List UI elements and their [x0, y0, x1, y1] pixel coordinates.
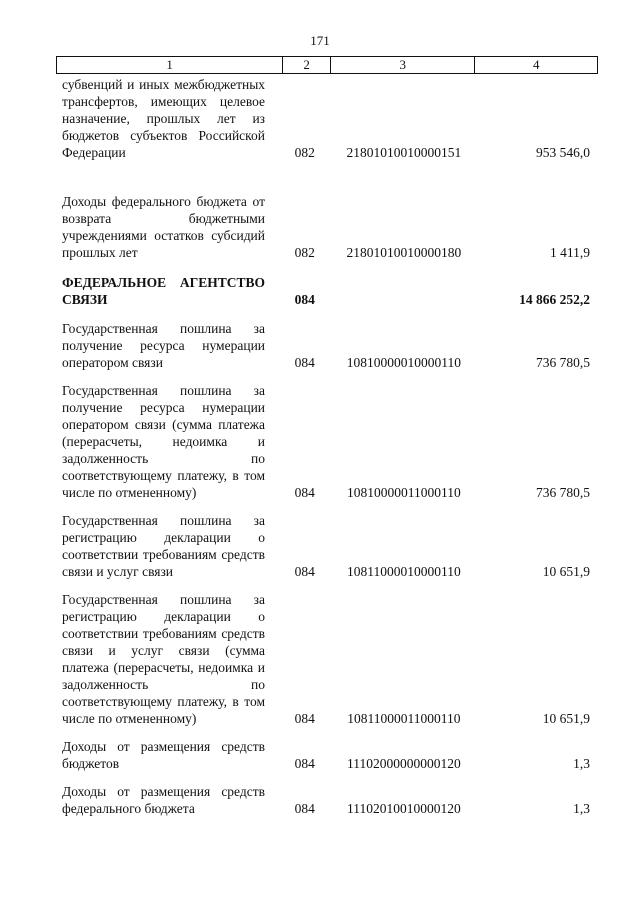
row-amount: 736 780,5	[536, 485, 590, 500]
row-amount: 1,3	[573, 801, 590, 816]
table-row	[56, 320, 598, 371]
row-amount: 10 651,9	[542, 564, 590, 579]
row-name: Доходы от размещения средств бюджетов	[62, 739, 266, 771]
table-row	[56, 382, 598, 501]
row-code: 082	[294, 145, 315, 160]
table-row	[56, 738, 598, 772]
row-code: 084	[294, 355, 315, 370]
row-amount: 1,3	[573, 756, 590, 771]
table-row-section	[56, 274, 598, 308]
row-name: Государственная пошлина за регистрацию декларации о соответствии требованиям средств связи и услуг связи (сумма платежа (перерасчеты, недоимка и задолженность по соответствующему платежу, в том числе по отмененному)	[62, 592, 266, 726]
header-col-3: 3	[331, 57, 475, 73]
row-code: 084	[294, 801, 315, 816]
row-name: ФЕДЕРАЛЬНОЕ АГЕНТСТВО СВЯЗИ	[62, 275, 266, 307]
row-kbk: 10810000010000110	[346, 355, 461, 370]
row-code: 084	[294, 485, 315, 500]
row-name: Государственная пошлина за регистрацию декларации о соответствии требованиям средств связи и услуг связи	[62, 513, 266, 579]
row-amount: 10 651,9	[542, 711, 590, 726]
row-kbk: 10810000011000110	[346, 485, 461, 500]
table-row	[56, 76, 598, 161]
row-amount: 14 866 252,2	[519, 292, 590, 307]
row-amount: 1 411,9	[550, 245, 590, 260]
row-name: Доходы от размещения средств федерального бюджета	[62, 784, 266, 816]
row-kbk: 21801010010000151	[346, 145, 462, 160]
row-code: 084	[294, 756, 315, 771]
row-name: Государственная пошлина за получение ресурса нумерации оператором связи (сумма платежа (перерасчеты, недоимка и задолженность по соответствующему платежу, в том числе по отмененному)	[62, 383, 266, 500]
row-amount: 953 546,0	[536, 145, 590, 160]
header-col-4: 4	[532, 57, 540, 72]
row-name: Государственная пошлина за получение ресурса нумерации оператором связи	[62, 321, 266, 370]
row-name: субвенций и иных межбюджетных трансфертов, имеющих целевое назначение, прошлых лет из бюджетов субъектов Российской Федерации	[62, 77, 266, 160]
row-kbk: 10811000010000110	[346, 564, 461, 579]
table-row	[56, 591, 598, 727]
row-code: 084	[294, 292, 315, 307]
row-code: 084	[294, 711, 315, 726]
row-kbk: 11102010010000120	[346, 801, 461, 816]
table-row	[56, 193, 598, 261]
row-code: 082	[294, 245, 315, 260]
row-amount: 736 780,5	[536, 355, 590, 370]
table-row	[56, 512, 598, 580]
row-kbk: 21801010010000180	[346, 245, 462, 260]
row-code: 084	[294, 564, 315, 579]
row-kbk: 11102000000000120	[346, 756, 461, 771]
page-number: 171	[310, 33, 330, 48]
header-col-1: 1	[57, 57, 283, 73]
table-body	[56, 74, 598, 817]
table-header	[56, 56, 598, 74]
header-col-2: 2	[283, 57, 331, 73]
row-name: Доходы федерального бюджета от возврата бюджетными учреждениями остатков субсидий прошлых лет	[62, 194, 266, 260]
row-kbk: 10811000011000110	[347, 711, 461, 726]
table-row	[56, 783, 598, 817]
